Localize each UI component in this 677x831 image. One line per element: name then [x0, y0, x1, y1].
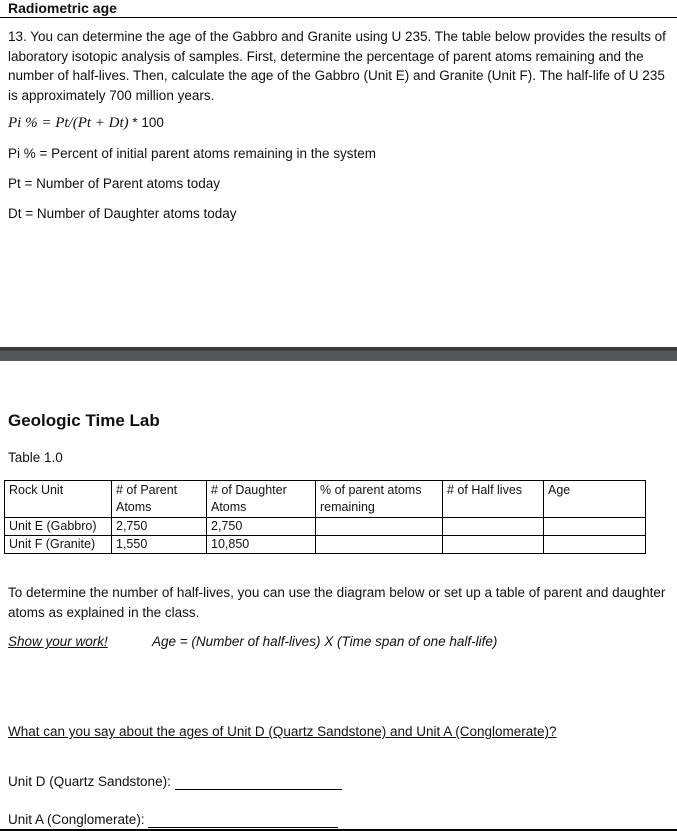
age-formula: Age = (Number of half-lives) X (Time span of one half-life) — [152, 634, 498, 649]
page-divider — [0, 347, 677, 361]
lab-title: Geologic Time Lab — [8, 411, 160, 430]
cell-parent-atoms: 1,550 — [112, 536, 207, 554]
cell-parent-atoms: 2,750 — [112, 518, 207, 536]
half-life-instructions: To determine the number of half-lives, you can use the diagram below or set up a table of parent and daughter atoms as explained in the class. — [8, 585, 666, 620]
unit-a-answer — [8, 812, 338, 828]
formula-lhs: Pi % = Pt/(Pt + Dt) — [8, 115, 129, 131]
cell-daughter-atoms: 2,750 — [207, 518, 316, 536]
isotope-table — [4, 480, 646, 554]
header-percent-parent: % of parent atoms remaining — [316, 481, 443, 518]
question-13-text: 13. You can determine the age of the Gabbro and Granite using U 235. The table below provides the results of laboratory isotopic analysis of samples. First, determine the percentage of parent atoms remaining and the number of half-lives. Then, calculate the age of the Gabbro (Unit E) and Granite (Unit F). The half-life of U 235 is approximately 700 million years. — [8, 29, 666, 103]
cell-rock-unit: Unit F (Granite) — [5, 536, 112, 554]
cell-half-lives[interactable] — [443, 518, 544, 536]
cell-rock-unit: Unit E (Gabbro) — [5, 518, 112, 536]
header-half-lives: # of Half lives — [443, 481, 544, 518]
unit-a-answer-blank[interactable] — [148, 812, 338, 828]
ages-question: What can you say about the ages of Unit D (Quartz Sandstone) and Unit A (Conglomerate)? — [8, 724, 557, 739]
cell-half-lives[interactable] — [443, 536, 544, 554]
percent-formula — [8, 115, 164, 132]
definition-dt: Dt = Number of Daughter atoms today — [8, 206, 237, 221]
definition-pi: Pi % = Percent of initial parent atoms remaining in the system — [8, 146, 377, 161]
header-parent-atoms: # of Parent Atoms — [112, 481, 207, 518]
heading-rule — [0, 17, 677, 18]
show-work-label: Show your work! — [8, 634, 108, 649]
table-caption: Table 1.0 — [8, 450, 63, 465]
header-daughter-atoms: # of Daughter Atoms — [207, 481, 316, 518]
cell-age[interactable] — [544, 536, 646, 554]
cell-percent-parent[interactable] — [316, 536, 443, 554]
table-row — [5, 536, 646, 554]
unit-d-answer-blank[interactable] — [175, 774, 342, 790]
unit-d-label: Unit D (Quartz Sandstone): — [8, 774, 175, 789]
header-age: Age — [544, 481, 646, 518]
formula-rhs: * 100 — [128, 115, 164, 130]
table-header-row — [5, 481, 646, 518]
cell-daughter-atoms: 10,850 — [207, 536, 316, 554]
cell-percent-parent[interactable] — [316, 518, 443, 536]
definition-pt: Pt = Number of Parent atoms today — [8, 176, 220, 191]
cell-age[interactable] — [544, 518, 646, 536]
unit-a-label: Unit A (Conglomerate): — [8, 812, 149, 827]
page-heading: Radiometric age — [8, 0, 117, 16]
table-row — [5, 518, 646, 536]
header-rock-unit: Rock Unit — [5, 481, 112, 518]
unit-d-answer — [8, 774, 342, 790]
